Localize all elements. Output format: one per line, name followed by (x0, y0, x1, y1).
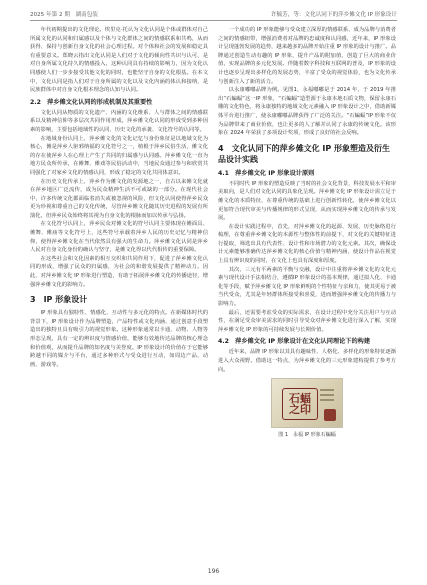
body-paragraph: 在历史文化传承上，萍乡作为傩文化的发源地之一，自古以来傩文化就在萍乡地区广泛流传，成为民众精神生活不可或缺的一部分。在现代社会中，许多传统文化都面临着消失或被忽视的风险，但文化认同使得萍乡民众更为珍视和尊重自己的文化传统，尽管萍乡傩文化随其历史进程的发展有所演化，但萍乡民众始终将其视为自身文化的根脉而加以传承与弘扬。 (30, 178, 208, 219)
body-paragraph: 其次，三元有平两素的平衡与交融，设计中注重将萍乡傩文化的文化元素与现代设计手法相结合，遵循IP 形象设计的基本规律，通过拟人化、卡通化等手段，赋予萍乡傩文化 IP 形象鲜明的个性特征与亲和力，使其更易于被当代受众，尤其是年轻群体所接受和喜爱，进而增强萍乡傩文化的传播力与影响力。 (218, 266, 396, 308)
journal-issue: 2025 年第 2 期 湖南包装 (30, 12, 98, 18)
body-paragraph: 一个成功的 IP 形象能够与受众建立深厚的情感联系，成为品牌与消费者之间的情感纽带，增强消费者对品牌的忠诚度和认同感，近年来，IP 形象设计呈现蓬勃发展的趋势，越来越多的品牌开始注重 IP 形象的设计与推广。品牌通过创造生动有趣的 IP 形象，提升产品的附加值，创造了巨大的商业价值，实现品牌的多元化发展。伴随着数字科技和互联网的普及，IP 形象的设计也逐步呈现出多样化的发展态势，丰富了受众的视觉体验，也为文化传承与创新注入了新的活力。 (218, 27, 396, 85)
body-paragraph: 最后，还需要考虑受众的实际需求，在设计过程中充分关注用户与互动性，在满足受众审美需求的同时引导受众对萍乡傩文化进行深入了解，实现萍乡傩文化 IP 形象的可持续发展与长期价值。 (218, 309, 396, 333)
section-heading: 4 文化认同下的萍乡傩文化 IP 形象塑造及衍生品设计实践 (218, 143, 390, 164)
red-stamp-mark (324, 409, 336, 421)
body-paragraph: 以永康嘟嘟品牌为例。见图1，永福嘟嘟是于 2014 年，于 2019 年推出“石蝙蝠”这一IP 形象，“石蝙蝠”造型源于永康本地石质文物，保留永康石雕的文化特色，将永康独特的地域文化元素融入 IP 形象设计之中，借助新媒体平台进行推广，使永康嘟嘟品牌获得了广泛的关注。“石蝙蝠”IP 形象不仅为品牌带来了商业价值，也让更多的人了解并认同了永康的传统文化。该形象在 2024 年荣获了多项设计奖项，形成了良好的社会反响。 (218, 87, 396, 137)
running-title: 许毓芳，等：文化认同下的萍乡傩文化 IP 形象设计 (270, 12, 397, 18)
body-paragraph: 年代初期提出的文化理论。埃里克·托认为文化认同是个体或群体对自己所属文化的认同和归属感以及个体与文化群体之间的情感联系和共鸣，从而获得、保持与创新自身文化的社会心理过程。对个体和社会的发展和稳定具有重要意义。郑晓云指出文化认同是人们对于文化的倾向性共识与认可，是对自身所属文化持久的情感投入，这种认同具有持续的影响力，因为文化认同感使人们一步步接受其他文化的同时，也能坚守自身的文化根基。在本文中，文化认同是指人们对于自身所属的文化以及文化内涵的体认和接纳，是民族群体中对自身文化根本理念的认知与认同。 (30, 27, 208, 94)
body-paragraph: IP 形象具有独特性、情感化、互动性与多元化的特点。在新媒体时代的背景下，IP 形象设计作为品牌塑造，产品特性或文化内涵、通过创意手段塑造出的独特且具有吸引力的视觉形象。这种形象通常以卡通、动物、人物等形态呈现，具有一定的辨识度与情感价值，能够有效地传达品牌的核心理念和价值观，从而提升品牌的知名度与美誉度。IP 形象设计的价值在于它能够跨越不同的媒介与平台，通过多种形式与受众进行互动，如周边产品、动画、游戏等。 (30, 310, 208, 368)
seal-logo: 石蝠 之印 (282, 388, 318, 420)
right-column (218, 26, 396, 566)
body-paragraph: 在这些社会和文化因素的相互交织和共同作用下，促进了萍乡傩文化认同的形成，增强了民众的归属感，为社会的和谐发展提供了精神动力。因此，对萍乡傩文化 IP 形象进行塑造，有助于拓展萍乡傩文化的传播途径，增强萍乡傩文化的影响力。 (30, 255, 208, 288)
body-paragraph: 近年来，品牌 IP 形象以其具有趣味性、人格化、多样化的形象特征逐渐进入大众视野。借助这一特点，为萍乡傩文化的三元形象建构提供了参考方向。 (218, 349, 396, 373)
left-column (30, 26, 208, 566)
running-header (30, 8, 397, 21)
body-paragraph: 文化认同从物质的文化遗产、内涵的文化维系、人与群体之间的情感联系以及精神信仰等多层次共同作用形成，萍乡傩文化认同的形成受到多种因素的影响，主要包括地域性的认同、历史文化的承袭、文化符号的认同等。 (30, 109, 208, 133)
subsection-heading: 4.2 萍乡傩文化 IP 形象设计在文化认同理论下的构建 (218, 338, 371, 346)
right-column-text (218, 26, 396, 374)
decorative-lines (320, 389, 334, 391)
section-heading: 3 IP 形象设计 (30, 295, 88, 305)
subsection-heading: 4.1 萍乡傩文化 IP 形象设计原则 (218, 169, 315, 177)
page-number: 196 (207, 568, 220, 575)
figure-1 (218, 378, 396, 440)
body-paragraph: 不同时代 IP 形象的塑造反映了当时的社会文化背景，科技发展水平和审美取向，是人们对文化认同的具象化呈现。萍乡傩文化 IP 形象设计需立足于傩文化的本质特征，在尊重传统的基础上进行创新性转化，使萍乡傩文化以更加符合现代审美与传播规律的形式呈现，从而实现萍乡傩文化的传承与发展。 (218, 180, 396, 222)
body-paragraph: 在文化符号认同上，萍乡民众对傩文化的符号认同主要体现在傩面具、傩舞、傩庙等文化符号上，这些符号承载着萍乡人民的历史记忆与精神信仰，使得萍乡傩文化在当代依然具有强大的生命力。萍乡傩文化认同是萍乡人民对自身文化身份的确认与坚守，是傩文化得以代代相传的重要保障。 (30, 221, 208, 254)
subsection-heading: 2.2 萍乡傩文化认同的形成机制及其重要性 (30, 98, 153, 106)
figure-image (271, 378, 343, 428)
body-paragraph: 在设计实践过程中，首先，对萍乡傩文化的起源、发展，历史脉络进行梳理，在尊重萍乡傩文化的本源性与整体性的前提下，对文化的关键特征进行提取，筛选出具有代表性、设计性和市场潜力的文化元素。其次，确保设计元素能够准确传达萍乡傩文化的核心价值与精神内涵，使设计作品在视觉上具有辨识度的同时，在文化上也具有深度和厚度。 (218, 223, 396, 265)
body-paragraph: 在地域身份认同上，萍乡傩文化的文化记忆与身份象征是以地域文化为核心，傩是萍乡人驱邪纳福的文化符号之一，植根于萍乡民俗生活，傩文化的存在使萍乡人在心理上产生了共同的归属感与认同感。萍乡傩文化一直为地方民众所传承，在傩舞、傩戏等民俗活动中，当地民众通过参与和欣赏共同强化了对家乡文化的情感认同，形成了稳定的文化共同体意识。 (30, 135, 208, 176)
figure-caption: 图 1 永福 IP 形象石蝙蝠 (278, 432, 336, 439)
